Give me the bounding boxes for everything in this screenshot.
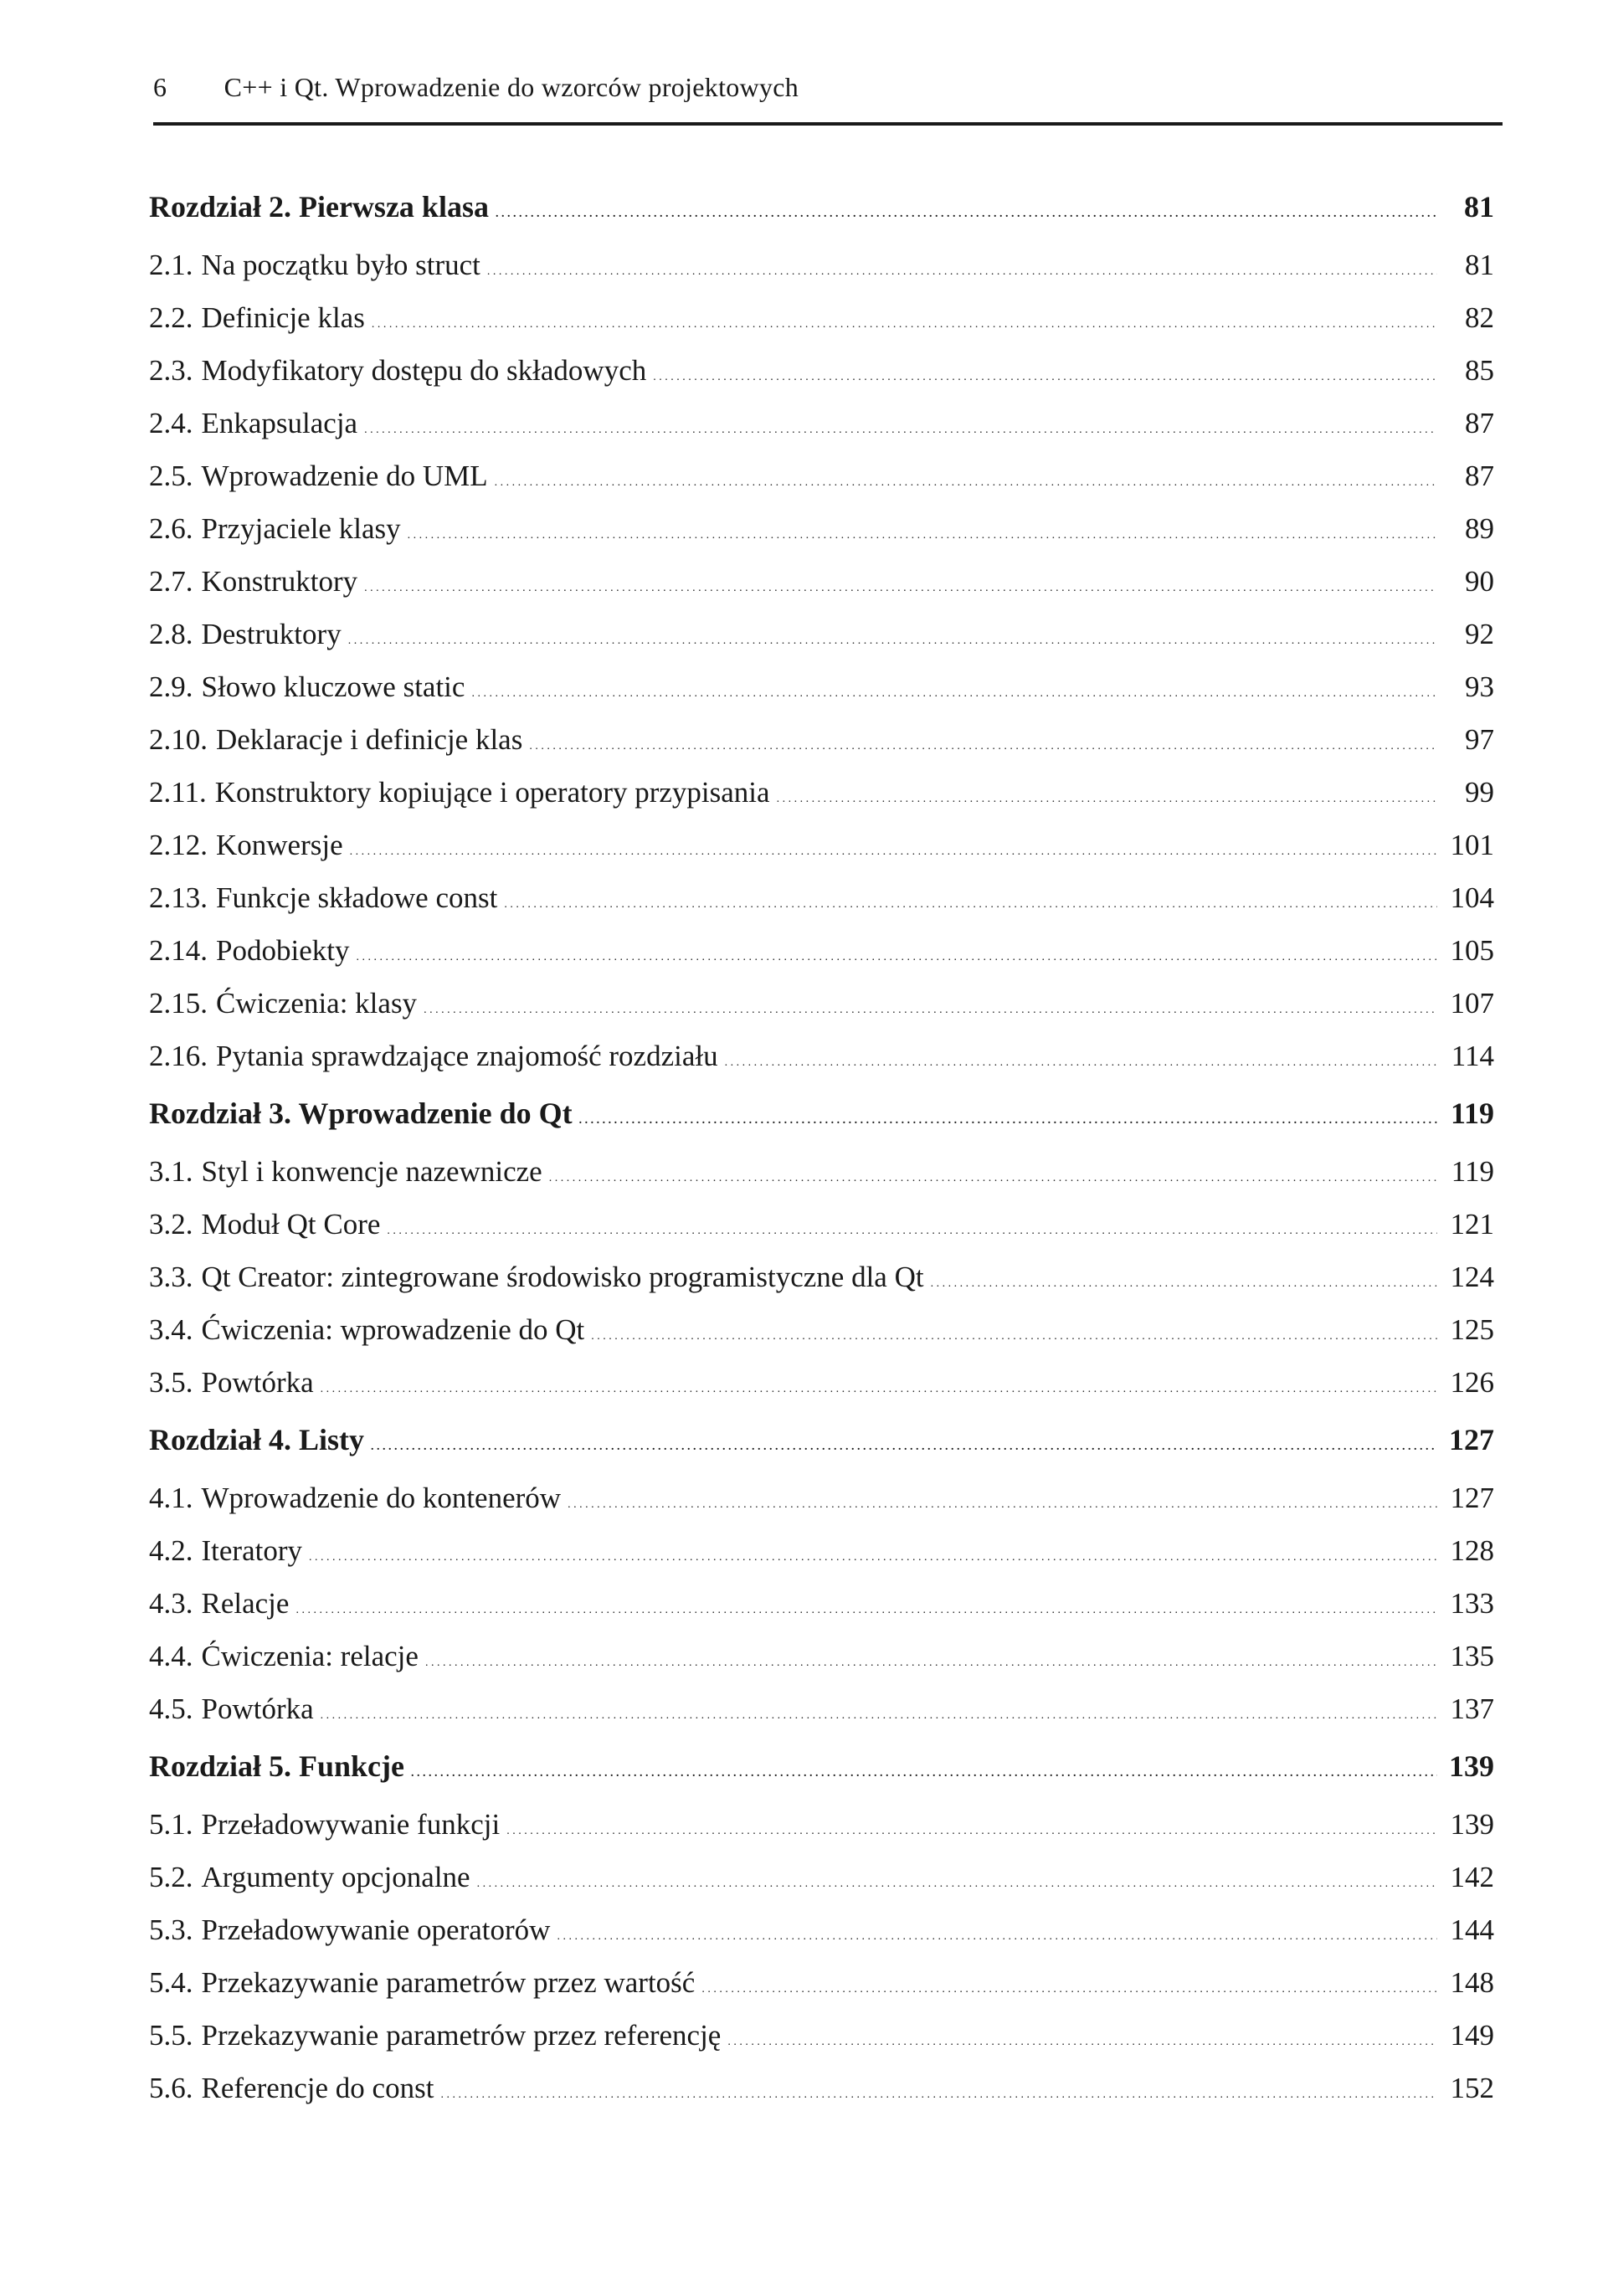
entry-title: Relacje bbox=[201, 1587, 290, 1620]
toc-chapter-section bbox=[149, 1082, 1494, 1409]
toc-entry[interactable] bbox=[149, 660, 1494, 713]
entry-number: 2.6. bbox=[149, 512, 193, 545]
entry-number: 4.2. bbox=[149, 1534, 193, 1567]
entry-number: 3.3. bbox=[149, 1261, 193, 1293]
page-number: 6 bbox=[153, 72, 167, 102]
chapter-title: Rozdział 3. Wprowadzenie do Qt bbox=[149, 1097, 573, 1130]
dot-leader bbox=[477, 1851, 1437, 1910]
toc-chapter-heading[interactable] bbox=[149, 176, 1494, 239]
toc-entry[interactable] bbox=[149, 502, 1494, 555]
dot-leader bbox=[495, 449, 1437, 509]
entry-number: 2.16. bbox=[149, 1040, 208, 1072]
entry-title: Enkapsulacja bbox=[201, 407, 358, 439]
entry-page-number: 81 bbox=[1465, 249, 1494, 281]
entry-number: 2.9. bbox=[149, 670, 193, 703]
chapter-page-number: 127 bbox=[1449, 1423, 1494, 1456]
entry-title: Definicje klas bbox=[201, 301, 365, 334]
toc-entry[interactable] bbox=[149, 1630, 1494, 1682]
dot-leader bbox=[321, 1682, 1437, 1742]
toc-entry[interactable] bbox=[149, 871, 1494, 924]
toc-entry[interactable] bbox=[149, 555, 1494, 608]
entry-title: Podobiekty bbox=[216, 934, 350, 967]
entry-title: Modyfikatory dostępu do składowych bbox=[201, 354, 647, 387]
toc-entry[interactable] bbox=[149, 819, 1494, 871]
entry-page-number: 89 bbox=[1465, 512, 1494, 545]
running-title: C++ i Qt. Wprowadzenie do wzorców projektowych bbox=[223, 72, 799, 102]
toc-entry[interactable] bbox=[149, 1030, 1494, 1082]
dot-leader bbox=[591, 1303, 1437, 1363]
entry-number: 2.14. bbox=[149, 934, 208, 967]
entry-number: 2.15. bbox=[149, 987, 208, 1020]
dot-leader bbox=[348, 608, 1437, 667]
toc-chapter-section bbox=[149, 1409, 1494, 1735]
entry-number: 5.5. bbox=[149, 2019, 193, 2052]
toc-entry[interactable] bbox=[149, 449, 1494, 502]
entry-page-number: 144 bbox=[1450, 1913, 1494, 1946]
entry-number: 2.3. bbox=[149, 354, 193, 387]
entry-title: Powtórka bbox=[201, 1692, 314, 1725]
toc-entry[interactable] bbox=[149, 1682, 1494, 1735]
entry-number: 2.13. bbox=[149, 881, 208, 914]
entry-page-number: 104 bbox=[1450, 881, 1494, 914]
toc-entry[interactable] bbox=[149, 1251, 1494, 1303]
toc-entry[interactable] bbox=[149, 1577, 1494, 1630]
toc-entry[interactable] bbox=[149, 2062, 1494, 2114]
toc-entry[interactable] bbox=[149, 1303, 1494, 1356]
entry-title: Konstruktory kopiujące i operatory przypisania bbox=[214, 776, 770, 809]
entry-number: 2.4. bbox=[149, 407, 193, 439]
entry-title: Destruktory bbox=[201, 618, 342, 650]
entry-title: Konstruktory bbox=[201, 565, 358, 598]
entry-page-number: 92 bbox=[1465, 618, 1494, 650]
toc-entry[interactable] bbox=[149, 713, 1494, 766]
toc-entry[interactable] bbox=[149, 1851, 1494, 1903]
entry-number: 4.5. bbox=[149, 1692, 193, 1725]
entry-page-number: 142 bbox=[1450, 1861, 1494, 1893]
entry-number: 3.4. bbox=[149, 1313, 193, 1346]
entry-page-number: 127 bbox=[1450, 1482, 1494, 1514]
entry-title: Wprowadzenie do kontenerów bbox=[201, 1482, 562, 1514]
entry-page-number: 149 bbox=[1450, 2019, 1494, 2052]
entry-page-number: 128 bbox=[1450, 1534, 1494, 1567]
entry-number: 5.1. bbox=[149, 1808, 193, 1841]
chapter-page-number: 119 bbox=[1450, 1097, 1494, 1130]
dot-leader bbox=[408, 502, 1437, 562]
toc-entry[interactable] bbox=[149, 608, 1494, 660]
entry-title: Argumenty opcjonalne bbox=[201, 1861, 470, 1893]
entry-number: 4.4. bbox=[149, 1640, 193, 1672]
entry-title: Konwersje bbox=[216, 829, 343, 861]
dot-leader bbox=[411, 1735, 1437, 1805]
dot-leader bbox=[529, 713, 1437, 773]
toc-entry[interactable] bbox=[149, 397, 1494, 449]
dot-leader bbox=[701, 1956, 1437, 2016]
entry-page-number: 124 bbox=[1450, 1261, 1494, 1293]
toc-chapter-heading[interactable] bbox=[149, 1409, 1494, 1472]
dot-leader bbox=[372, 291, 1437, 351]
entry-number: 5.2. bbox=[149, 1861, 193, 1893]
entry-number: 5.6. bbox=[149, 2072, 193, 2104]
toc-entry[interactable] bbox=[149, 766, 1494, 819]
entry-page-number: 82 bbox=[1465, 301, 1494, 334]
toc-entry[interactable] bbox=[149, 1903, 1494, 1956]
entry-number: 2.10. bbox=[149, 723, 208, 756]
entry-number: 2.1. bbox=[149, 249, 193, 281]
entry-title: Ćwiczenia: wprowadzenie do Qt bbox=[201, 1313, 585, 1346]
entry-page-number: 152 bbox=[1450, 2072, 1494, 2104]
entry-title: Ćwiczenia: klasy bbox=[216, 987, 418, 1020]
entry-page-number: 87 bbox=[1465, 460, 1494, 492]
toc-chapter-heading[interactable] bbox=[149, 1082, 1494, 1145]
chapter-title: Rozdział 2. Pierwsza klasa bbox=[149, 190, 489, 223]
dot-leader bbox=[424, 977, 1437, 1036]
dot-leader bbox=[506, 1798, 1437, 1857]
toc-chapter-heading[interactable] bbox=[149, 1735, 1494, 1798]
chapter-title: Rozdział 5. Funkcje bbox=[149, 1749, 404, 1783]
chapter-page-number: 81 bbox=[1464, 190, 1494, 223]
entry-title: Przeładowywanie funkcji bbox=[201, 1808, 501, 1841]
dot-leader bbox=[777, 766, 1437, 825]
dot-leader bbox=[321, 1356, 1437, 1415]
dot-leader bbox=[557, 1903, 1437, 1963]
toc-entry[interactable] bbox=[149, 1145, 1494, 1198]
dot-leader bbox=[387, 1198, 1437, 1257]
entry-title: Przekazywanie parametrów przez wartość bbox=[201, 1966, 696, 1999]
toc-chapter-section bbox=[149, 176, 1494, 1082]
toc-entry[interactable] bbox=[149, 344, 1494, 397]
entry-number: 2.12. bbox=[149, 829, 208, 861]
toc-entry[interactable] bbox=[149, 291, 1494, 344]
entry-page-number: 137 bbox=[1450, 1692, 1494, 1725]
entry-number: 2.7. bbox=[149, 565, 193, 598]
entry-page-number: 99 bbox=[1465, 776, 1494, 809]
entry-page-number: 119 bbox=[1451, 1155, 1494, 1188]
dot-leader bbox=[653, 344, 1437, 403]
dot-leader bbox=[425, 1630, 1437, 1689]
toc-entry[interactable] bbox=[149, 1956, 1494, 2009]
entry-page-number: 139 bbox=[1450, 1808, 1494, 1841]
running-header bbox=[153, 72, 1503, 103]
dot-leader bbox=[487, 239, 1437, 298]
entry-number: 2.5. bbox=[149, 460, 193, 492]
entry-page-number: 114 bbox=[1451, 1040, 1494, 1072]
entry-title: Przeładowywanie operatorów bbox=[201, 1913, 551, 1946]
dot-leader bbox=[371, 1409, 1437, 1478]
toc-entry[interactable] bbox=[149, 2009, 1494, 2062]
entry-title: Moduł Qt Core bbox=[201, 1208, 381, 1240]
entry-number: 2.2. bbox=[149, 301, 193, 334]
entry-page-number: 101 bbox=[1450, 829, 1494, 861]
entry-title: Na początku było struct bbox=[201, 249, 480, 281]
toc-entry[interactable] bbox=[149, 977, 1494, 1030]
entry-page-number: 90 bbox=[1465, 565, 1494, 598]
entry-page-number: 135 bbox=[1450, 1640, 1494, 1672]
dot-leader bbox=[364, 555, 1437, 614]
entry-title: Powtórka bbox=[201, 1366, 314, 1399]
entry-number: 5.3. bbox=[149, 1913, 193, 1946]
dot-leader bbox=[504, 871, 1437, 931]
dot-leader bbox=[309, 1524, 1437, 1584]
entry-number: 5.4. bbox=[149, 1966, 193, 1999]
entry-page-number: 121 bbox=[1450, 1208, 1494, 1240]
entry-page-number: 148 bbox=[1450, 1966, 1494, 1999]
table-of-contents bbox=[149, 176, 1494, 2114]
entry-page-number: 97 bbox=[1465, 723, 1494, 756]
entry-title: Iteratory bbox=[201, 1534, 302, 1567]
entry-title: Referencje do const bbox=[201, 2072, 434, 2104]
toc-entry[interactable] bbox=[149, 1356, 1494, 1409]
entry-title: Przekazywanie parametrów przez referencję bbox=[201, 2019, 722, 2052]
entry-number: 3.5. bbox=[149, 1366, 193, 1399]
dot-leader bbox=[496, 176, 1437, 245]
entry-title: Deklaracje i definicje klas bbox=[216, 723, 523, 756]
entry-title: Wprowadzenie do UML bbox=[201, 460, 488, 492]
entry-page-number: 85 bbox=[1465, 354, 1494, 387]
dot-leader bbox=[568, 1472, 1437, 1531]
header-rule bbox=[153, 122, 1503, 126]
entry-page-number: 125 bbox=[1450, 1313, 1494, 1346]
entry-title: Qt Creator: zintegrowane środowisko programistyczne dla Qt bbox=[201, 1261, 924, 1293]
entry-number: 2.11. bbox=[149, 776, 207, 809]
entry-number: 2.8. bbox=[149, 618, 193, 650]
entry-title: Przyjaciele klasy bbox=[201, 512, 401, 545]
toc-entry[interactable] bbox=[149, 1472, 1494, 1524]
entry-page-number: 133 bbox=[1450, 1587, 1494, 1620]
toc-entry[interactable] bbox=[149, 1198, 1494, 1251]
dot-leader bbox=[931, 1251, 1437, 1310]
toc-entry[interactable] bbox=[149, 239, 1494, 291]
entry-title: Funkcje składowe const bbox=[216, 881, 498, 914]
entry-page-number: 107 bbox=[1450, 987, 1494, 1020]
entry-page-number: 87 bbox=[1465, 407, 1494, 439]
dot-leader bbox=[727, 2009, 1437, 2068]
entry-title: Ćwiczenia: relacje bbox=[201, 1640, 419, 1672]
toc-entry[interactable] bbox=[149, 1798, 1494, 1851]
entry-number: 3.1. bbox=[149, 1155, 193, 1188]
dot-leader bbox=[549, 1145, 1437, 1205]
entry-number: 4.3. bbox=[149, 1587, 193, 1620]
dot-leader bbox=[350, 819, 1437, 878]
dot-leader bbox=[579, 1082, 1437, 1152]
entry-page-number: 93 bbox=[1465, 670, 1494, 703]
entry-title: Pytania sprawdzające znajomość rozdziału bbox=[216, 1040, 718, 1072]
dot-leader bbox=[364, 397, 1437, 456]
entry-page-number: 126 bbox=[1450, 1366, 1494, 1399]
chapter-page-number: 139 bbox=[1449, 1749, 1494, 1783]
toc-entry[interactable] bbox=[149, 1524, 1494, 1577]
dot-leader bbox=[356, 924, 1437, 984]
entry-number: 4.1. bbox=[149, 1482, 193, 1514]
entry-page-number: 105 bbox=[1450, 934, 1494, 967]
entry-title: Słowo kluczowe static bbox=[201, 670, 465, 703]
entry-number: 3.2. bbox=[149, 1208, 193, 1240]
toc-entry[interactable] bbox=[149, 924, 1494, 977]
dot-leader bbox=[471, 660, 1437, 720]
chapter-title: Rozdział 4. Listy bbox=[149, 1423, 364, 1456]
entry-title: Styl i konwencje nazewnicze bbox=[201, 1155, 542, 1188]
toc-chapter-section bbox=[149, 1735, 1494, 2114]
dot-leader bbox=[295, 1577, 1437, 1636]
dot-leader bbox=[440, 2062, 1437, 2121]
dot-leader bbox=[725, 1030, 1437, 1089]
